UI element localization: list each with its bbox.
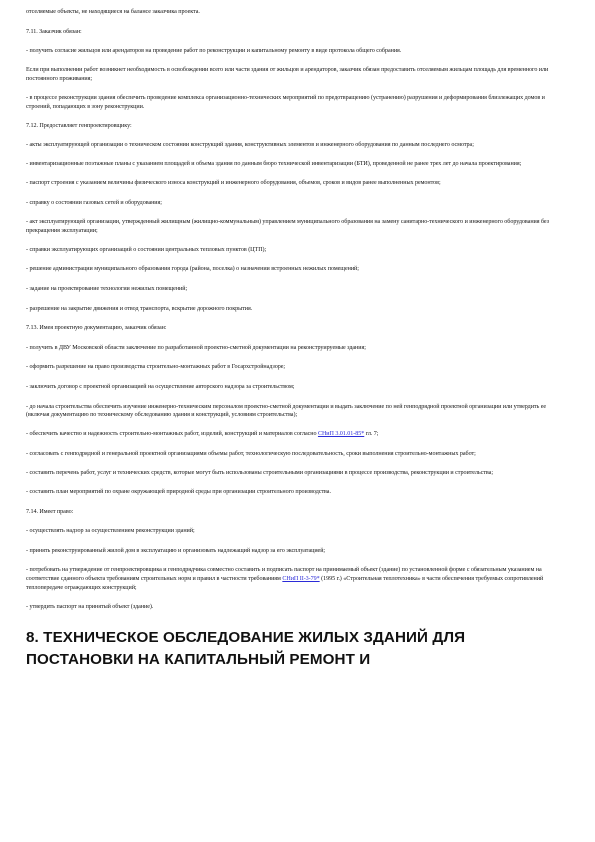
list-item: - оформить разрешение на право производства строительно-монтажных работ в Госархстройнадзоре; bbox=[26, 364, 286, 371]
text-span: (1995 г.) «Строительная теплотехника» в части обеспечения требуемых сопротивлений теплопередаче ограждающих конструкций; bbox=[26, 576, 544, 591]
list-item: - разрешение на закрытие движения и отвод транспорта, вскрытие дорожного покрытия. bbox=[26, 305, 253, 312]
text-span: - обеспечить качество и надежность строительно-монтажных работ, изделий, конструкций и материалов согласно bbox=[26, 431, 318, 438]
list-item: - задание на проектирование технологии нежилых помещений; bbox=[26, 286, 188, 292]
section-heading-7-14: 7.14. Имеет право: bbox=[26, 508, 74, 515]
list-item: - акты эксплуатирующей организации о техническом состоянии конструкций здания, конструктивных элементов и инженерного оборудования по данным последнего осмотра; bbox=[26, 142, 474, 149]
list-item: - до начала строительства обеспечить изучение инженерно-техническим персоналом проектно-сметной документации и выдать заключение по ней генподрядной проектной организации или утвердить ее (включая документацию по техническому обследованию здания и конструкций, условиям строительства); bbox=[26, 403, 547, 419]
list-item: - заключить договор с проектной организацией на осуществление авторского надзора за строительством; bbox=[26, 383, 295, 390]
list-item: - осуществлять надзор за осуществлением реконструкции зданий; bbox=[26, 528, 195, 535]
section-heading-7-13: 7.13. Имея проектную документацию, заказчик обязан: bbox=[26, 325, 167, 332]
snip-ii-3-79-link[interactable]: СНиП II-3-79* bbox=[282, 576, 320, 582]
list-item: - в процессе реконструкции здания обеспечить проведение комплекса организационно-технических мероприятий по предотвращению (устранению) разрушения и деформирования близлежащих домов и строений, попадающих в зону реконструкции. bbox=[26, 94, 545, 110]
text-span: - потребовать на утверждение от генпроектировщика и генподрядчика совместно составить и подписать паспорт на принимаемый объект (здание) по установленной форме с обязательным указанием на соответствие сданного объекта требованиям строительных норм и правил в частности требованиям bbox=[26, 567, 542, 582]
section-heading-7-11: 7.11. Заказчик обязан: bbox=[26, 28, 82, 35]
list-item: - инвентаризационные поэтажные планы с указанием площадей и объема здания по данным бюро технической инвентаризации (БТИ), проведенной не ранее трех лет до начала проектирования; bbox=[26, 161, 522, 168]
text-span: гл. 7; bbox=[364, 431, 379, 438]
chapter-heading: 8. ТЕХНИЧЕСКОЕ ОБСЛЕДОВАНИЕ ЖИЛЫХ ЗДАНИЙ ДЛЯ ПОСТАНОВКИ НА КАПИТАЛЬНЫЙ РЕМОНТ И bbox=[26, 629, 466, 669]
list-item: - утвердить паспорт на принятый объект (здание). bbox=[26, 603, 154, 610]
list-item: - справки эксплуатирующих организаций о состоянии центральных тепловых пунктов (ЦТП); bbox=[26, 246, 267, 253]
list-item: - составить перечень работ, услуг и технических средств, которые могут быть использованы строительными организациями в процессе производства, реконструкции и строительства; bbox=[26, 469, 493, 476]
list-item: - акт эксплуатирующей организации, утвержденный жилищным (жилищно-коммунальным) управлением муниципального образования на замену санитарно-технического и инженерного оборудования без прекращения эксплуатации; bbox=[26, 219, 550, 234]
list-item: - согласовать с генподрядной и генеральной проектной организациями объемы работ, технологическую последовательность, сроки выполнения строительно-монтажных работ; bbox=[26, 450, 476, 457]
list-item: - справку о состоянии газовых сетей и оборудования; bbox=[26, 199, 162, 206]
paragraph: Если при выполнении работ возникнет необходимость в освобождении всего или части здания от жильцов и арендаторов, заказчик обязан предоставить отселяемым жильцам площадь для временного или постоянного проживания; bbox=[26, 67, 549, 82]
section-heading-7-12: 7.12. Предоставляет генпроектировщику: bbox=[26, 122, 132, 129]
list-item: - решение администрации муниципального образования города (района, поселка) о назначении встроенных нежилых помещений; bbox=[26, 266, 359, 273]
list-item: - паспорт строения с указанием величины физического износа конструкций и инженерного оборудования, объемов, сроков и видов ранее выполненных ремонтов; bbox=[26, 180, 441, 187]
list-item: - получить в ДВУ Московской области заключение по разработанной проектно-сметной документации на реконструируемые здания; bbox=[26, 344, 366, 351]
list-item: - принять реконструированный жилой дом в эксплуатацию и организовать надлежащий надзор за его эксплуатацией; bbox=[26, 547, 326, 554]
list-item: - составить план мероприятий по охране окружающей природной среды при организации строительного производства. bbox=[26, 489, 331, 496]
paragraph-intro: отселяемые объекты, не находящиеся на балансе заказчика проекта. bbox=[26, 9, 200, 15]
list-item: - получить согласие жильцов или арендаторов на проведение работ по реконструкции и капитальному ремонту в виде протокола общего собрания. bbox=[26, 48, 402, 55]
snip-3-01-01-85-link[interactable]: СНиП 3.01.01-85* bbox=[317, 431, 365, 438]
list-item-with-link bbox=[26, 566, 569, 592]
list-item-with-link bbox=[26, 430, 569, 439]
